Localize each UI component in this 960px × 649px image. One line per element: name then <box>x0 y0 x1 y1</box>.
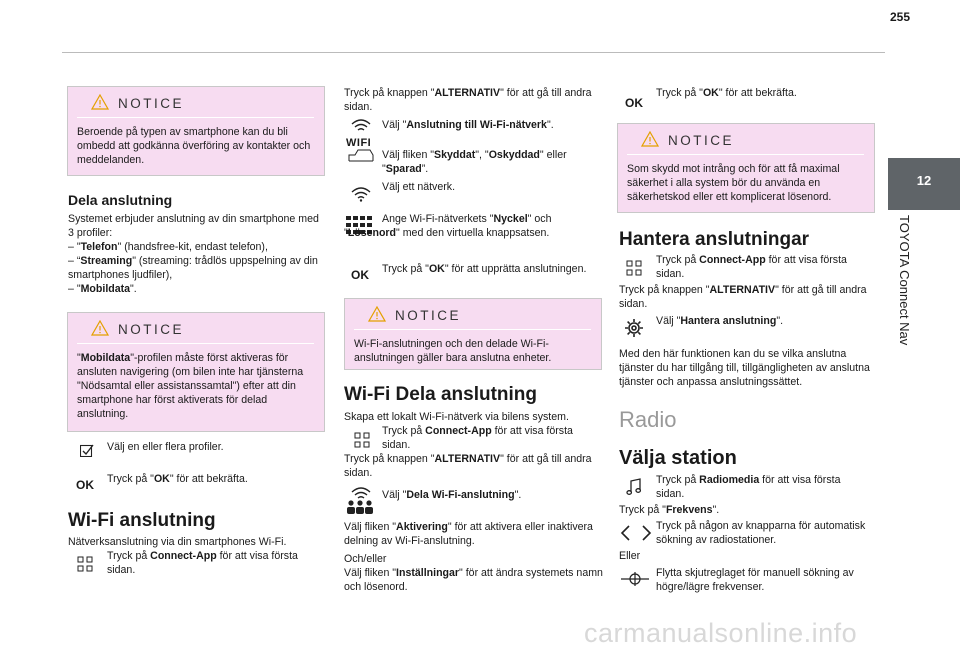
notice-box <box>617 123 875 213</box>
notice-text: "Mobildata"-profilen måste först aktiveras för ansluten navigering (om bilen inte har tjänsterna "Nödsamtal eller assistanssamtal") efter att din smartphone har först aktiverats för delad anslutning. <box>77 343 314 421</box>
ok-icon: OK <box>625 96 643 110</box>
step-text: Välj en eller flera profiler. <box>107 441 224 453</box>
step-text: Ange Wi-Fi-nätverkets "Nyckel" och "Lösenord" med den virtuella knappsatsen. <box>344 213 552 239</box>
tab-folder-icon <box>348 148 374 162</box>
music-note-icon <box>626 478 642 496</box>
notice-box <box>67 312 325 432</box>
step-text: Tryck på Connect-App för att visa första sidan. <box>656 254 847 280</box>
paragraph: Tryck på knappen "ALTERNATIV" för att gå till andra sidan. <box>344 453 592 479</box>
ok-icon: OK <box>351 268 369 282</box>
list-item: – “Streaming" (streaming: trådlös uppspelning av din smartphones ljudfiler), <box>68 255 318 281</box>
connect-app-icon <box>626 260 642 276</box>
section-heading: Radio <box>619 407 677 432</box>
section-heading: Hantera anslutningar <box>619 229 810 250</box>
section-heading: Wi-Fi Dela anslutning <box>344 384 537 405</box>
notice-text: Som skydd mot intrång och för att få maximal säkerhet i alla system bör du använda en säkerhetskod eller ett komplicerat lösenord. <box>627 154 864 204</box>
paragraph: Skapa ett lokalt Wi-Fi-nätverk via bilens system. <box>344 411 569 423</box>
paragraph: Tryck på knappen "ALTERNATIV" för att gå till andra sidan. <box>344 87 592 113</box>
step-text: Tryck på Radiomedia för att visa första sidan. <box>656 474 841 500</box>
paragraph: Tryck på "Frekvens". <box>619 504 720 516</box>
step-text: Välj "Hantera anslutning". <box>656 315 784 327</box>
page-number: 255 <box>889 10 910 24</box>
paragraph: Systemet erbjuder anslutning av din smartphone med 3 profiler: <box>68 213 319 239</box>
section-heading: Dela anslutning <box>68 192 173 208</box>
chapter-tab[interactable] <box>888 158 960 210</box>
paragraph: Och/eller <box>344 553 387 565</box>
step-text: Välj ett nätverk. <box>382 181 456 193</box>
step-text: Tryck på "OK" för att upprätta anslutningen. <box>382 263 587 275</box>
profile-list <box>68 240 324 296</box>
list-item: – "Mobildata". <box>68 283 137 295</box>
seek-arrows-icon <box>620 524 652 542</box>
chapter-title: TOYOTA Connect Nav <box>897 215 912 346</box>
paragraph: Nätverksanslutning via din smartphones Wi-Fi. <box>68 536 287 548</box>
notice-text: Beroende på typen av smartphone kan du bli ombedd att godkänna överföring av kontakter och meddelanden. <box>77 117 314 167</box>
step-text: Tryck på Connect-App för att visa första sidan. <box>107 550 298 576</box>
step-text: Tryck på "OK" för att bekräfta. <box>107 473 248 485</box>
notice-heading: NOTICE <box>118 322 185 337</box>
step-text: Välj "Anslutning till Wi-Fi-nätverk". <box>382 119 554 131</box>
notice-heading: NOTICE <box>395 308 462 323</box>
step-text: Tryck på någon av knapparna för automatisk sökning av radiostationer. <box>656 520 866 546</box>
paragraph: Välj fliken "Aktivering" för att aktivera eller inaktivera delning av Wi-Fi-anslutning. <box>344 521 593 547</box>
section-heading: Wi-Fi anslutning <box>68 510 216 531</box>
paragraph: Tryck på knappen "ALTERNATIV" för att gå till andra sidan. <box>619 284 867 310</box>
list-item: – "Telefon" (handsfree-kit, endast telefon), <box>68 241 268 253</box>
connect-app-icon <box>77 556 93 572</box>
notice-heading: NOTICE <box>118 96 185 111</box>
header-divider <box>62 52 885 53</box>
warning-icon <box>91 320 109 336</box>
section-heading: Välja station <box>619 447 737 469</box>
checklist-icon <box>80 444 94 457</box>
step-text: Välj fliken "Skyddat", "Oskyddad" eller "Sparad”. <box>382 149 567 175</box>
slider-icon <box>620 571 650 587</box>
paragraph: Eller <box>619 550 641 562</box>
notice-heading: NOTICE <box>668 133 735 148</box>
paragraph: Med den här funktionen kan du se vilka anslutna tjänster du har tillgång till, tillgängligheten av anslutna tjänster och anpassa anslutningssättet. <box>619 348 870 388</box>
step-text: Tryck på Connect-App för att visa första sidan. <box>382 425 573 451</box>
step-text: Tryck på "OK" för att bekräfta. <box>656 87 797 99</box>
connect-app-icon <box>354 432 370 448</box>
warning-icon <box>368 306 386 322</box>
watermark: carmanualsonline.info <box>584 618 858 648</box>
wifi-network-icon <box>350 186 372 202</box>
notice-box <box>67 86 325 176</box>
wifi-signal-icon <box>350 118 372 134</box>
warning-icon <box>641 131 659 147</box>
ok-icon: OK <box>76 478 94 492</box>
gear-icon <box>624 318 644 338</box>
wifi-icon: WIFI <box>346 137 372 149</box>
chapter-number: 12 <box>916 173 932 188</box>
people-icon <box>346 500 374 514</box>
step-text: Välj "Dela Wi-Fi-anslutning". <box>382 489 522 501</box>
step-text: Flytta skjutreglaget för manuell sökning av högre/lägre frekvenser. <box>656 567 854 593</box>
paragraph: Välj fliken "Inställningar" för att ändra systemets namn och lösenord. <box>344 567 603 593</box>
warning-icon <box>91 94 109 110</box>
notice-text: Wi-Fi-anslutningen och den delade Wi-Fi-anslutningen gäller bara anslutna enheter. <box>354 329 591 365</box>
notice-box <box>344 298 602 370</box>
